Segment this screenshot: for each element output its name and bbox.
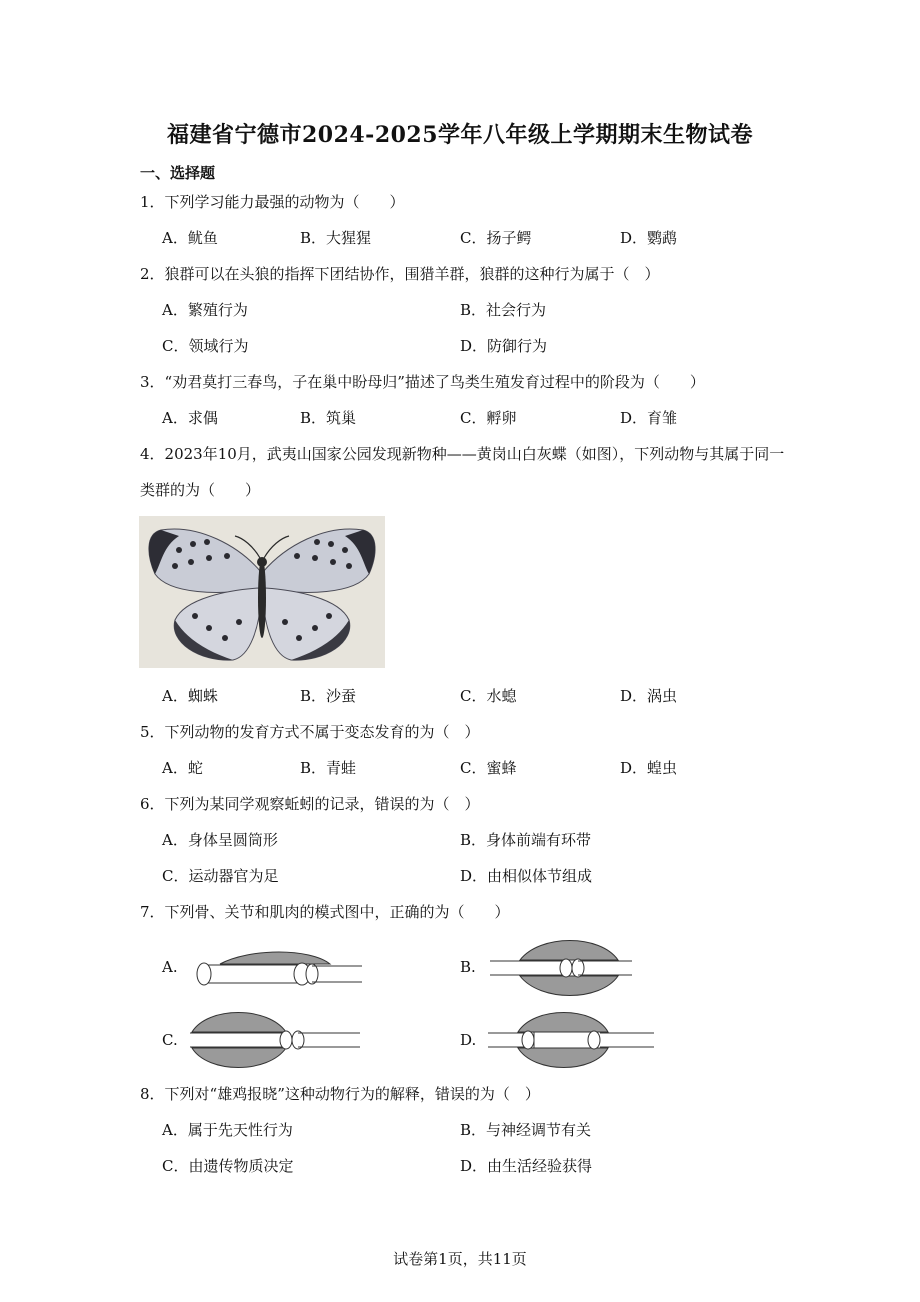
question-8-option-a[interactable]: A．属于先天性行为 [162,1121,293,1139]
question-7-option-c[interactable]: C. [162,1031,178,1049]
question-4-option-c[interactable]: C．水螅 [460,687,517,705]
page-title: 福建省宁德市2024-2025学年八年级上学期期末生物试卷 [166,122,754,148]
question-6-option-c[interactable]: C．运动器官为足 [162,867,279,885]
question-5-option-c[interactable]: C．蜜蜂 [460,759,517,777]
question-5-option-d[interactable]: D．蝗虫 [620,759,678,777]
question-1-option-b[interactable]: B．大猩猩 [300,229,372,247]
question-1-option-a[interactable]: A．鱿鱼 [162,229,218,247]
question-4-option-a[interactable]: A．蜘蛛 [162,687,218,705]
question-6-option-b[interactable]: B．身体前端有环带 [460,831,592,849]
question-8-option-d[interactable]: D．由生活经验获得 [460,1157,593,1175]
question-8-option-b[interactable]: B．与神经调节有关 [460,1121,592,1139]
question-6-option-d[interactable]: D．由相似体节组成 [460,867,593,885]
question-3-stem: 3．“劝君莫打三春鸟，子在巢中盼母归”描述了鸟类生殖发育过程中的阶段为（ ） [140,373,705,391]
question-3-option-c[interactable]: C．孵卵 [460,409,517,427]
question-1-option-c[interactable]: C．扬子鳄 [460,229,532,247]
question-1-option-d[interactable]: D．鹦鹉 [620,229,678,247]
joint-diagram-a [190,944,365,992]
question-5-stem: 5．下列动物的发育方式不属于变态发育的为（ ） [140,723,480,741]
question-6-option-a[interactable]: A．身体呈圆筒形 [162,831,278,849]
question-7-option-b[interactable]: B. [460,958,476,976]
question-4-stem: 4．2023年10月，武夷山国家公园发现新物种——黄岗山白灰蝶（如图），下列动物与其属于同一类群的为（ ） [140,445,785,499]
section-heading: 一、选择题 [140,164,216,182]
question-2-option-d[interactable]: D．防御行为 [460,337,548,355]
question-2-option-b[interactable]: B．社会行为 [460,301,547,319]
question-4-option-b[interactable]: B．沙蚕 [300,687,357,705]
question-7-stem: 7．下列骨、关节和肌肉的模式图中，正确的为（ ） [140,903,510,921]
butterfly-photo [139,516,385,668]
question-2-stem: 2．狼群可以在头狼的指挥下团结协作，围猎羊群，狼群的这种行为属于（ ） [140,265,660,283]
question-5-option-b[interactable]: B．青蛙 [300,759,357,777]
question-8-option-c[interactable]: C．由遗传物质决定 [162,1157,294,1175]
joint-diagram-d [488,1008,658,1072]
question-3-option-d[interactable]: D．育雏 [620,409,678,427]
question-2-option-c[interactable]: C．领域行为 [162,337,249,355]
question-3-option-a[interactable]: A．求偶 [162,409,218,427]
question-1-stem: 1．下列学习能力最强的动物为（ ） [140,193,405,211]
question-8-stem: 8．下列对“雄鸡报晓”这种动物行为的解释，错误的为（ ） [140,1085,540,1103]
page-footer: 试卷第1页，共11页 [393,1250,527,1268]
question-2-option-a[interactable]: A．繁殖行为 [162,301,248,319]
question-7-option-d[interactable]: D. [460,1031,477,1049]
question-5-option-a[interactable]: A．蛇 [162,759,203,777]
question-4-option-d[interactable]: D．涡虫 [620,687,678,705]
question-6-stem: 6．下列为某同学观察蚯蚓的记录，错误的为（ ） [140,795,480,813]
question-3-option-b[interactable]: B．筑巢 [300,409,357,427]
joint-diagram-b [490,936,635,1000]
joint-diagram-c [188,1008,363,1072]
question-7-option-a[interactable]: A. [162,958,178,976]
